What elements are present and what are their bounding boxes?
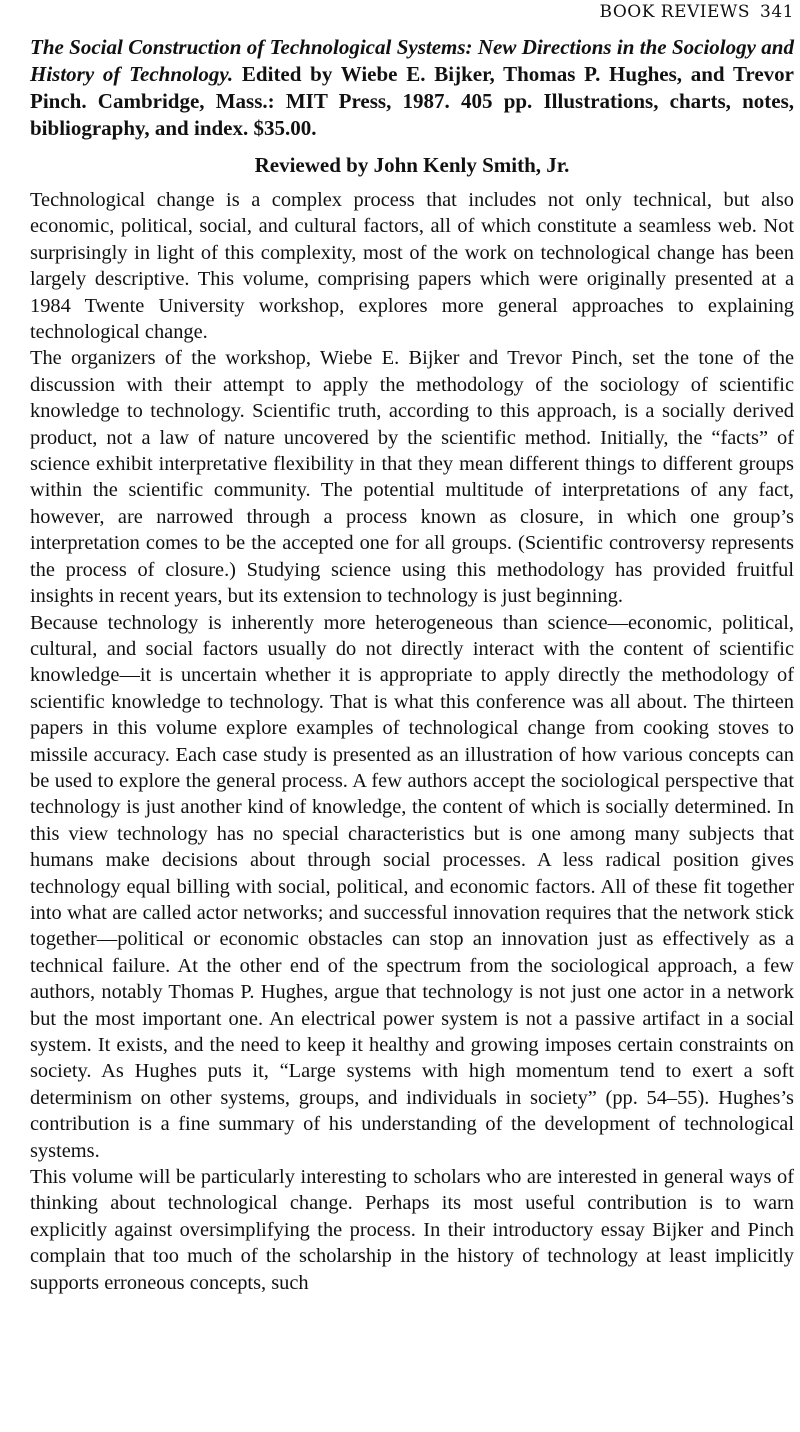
running-head-section: BOOK REVIEWS: [599, 2, 751, 22]
book-details: Edited by Wiebe E. Bijker, Thomas P. Hughes, and Trevor Pinch. Cambridge, Mass.: MIT Press, 1987. 405 pp. Illustrations, charts, notes, bibliography, and index. $35.00.: [30, 62, 794, 140]
reviewer-line: Reviewed by John Kenly Smith, Jr.: [254, 153, 570, 177]
book-citation: [30, 34, 794, 142]
review-paragraph-1: Technological change is a complex process that includes not only technical, but also economic, political, social, and cultural factors, all of which constitute a seamless web. Not surprisingly in light of this complexity, most of the work on technological change has been largely descriptive. This volume, comprising papers which were originally presented at a 1984 Twente University workshop, explores more general approaches to explaining technological change.: [30, 189, 794, 344]
review-paragraph-2: The organizers of the workshop, Wiebe E. Bijker and Trevor Pinch, set the tone of the discussion with their attempt to apply the methodology of the sociology of scientific knowledge to technology. Scientific truth, according to this approach, is a socially derived product, not a law of nature uncovered by the scientific method. Initially, the “facts” of science exhibit interpretative flexibility in that they mean different things to different groups within the scientific community. The potential multitude of interpretations of any fact, however, are narrowed through a process known as closure, in which one group’s interpretation comes to be the accepted one for all groups. (Scientific controversy represents the process of closure.) Studying science using this methodology has provided fruitful insights in recent years, but its extension to technology is just beginning.: [30, 347, 794, 608]
running-head: [30, 0, 794, 26]
review-body: [30, 187, 794, 1296]
book-title: The Social Construction of Technological Systems: New Directions in the Sociology and History of Technology.: [30, 35, 794, 86]
page-number: 341: [760, 2, 794, 22]
review-paragraph-4: This volume will be particularly interesting to scholars who are interested in general ways of thinking about technological change. Perhaps its most useful contribution is to warn explicitly against oversimplifying the process. In their introductory essay Bijker and Pinch complain that too much of the scholarship in the history of technology at least implicitly supports erroneous concepts, such: [30, 1166, 794, 1294]
review-paragraph-3: Because technology is inherently more heterogeneous than science—economic, political, cultural, and social factors usually do not directly interact with the content of scientific knowledge—it is uncertain whether it is appropriate to apply directly the methodology of scientific knowledge to technology. That is what this conference was all about. The thirteen papers in this volume explore examples of technological change from cooking stoves to missile accuracy. Each case study is presented as an illustration of how various concepts can be used to explore the general process. A few authors accept the sociological perspective that technology is just another kind of knowledge, the content of which is socially determined. In this view technology has no special characteristics but is one among many subjects that humans make decisions about through social processes. A less radical position gives technology equal billing with social, political, and economic factors. All of these fit together into what are called actor networks; and successful innovation requires that the network stick together—political or economic obstacles can stop an innovation just as effectively as a technical failure. At the other end of the spectrum from the sociological approach, a few authors, notably Thomas P. Hughes, argue that technology is not just one actor in a network but the most important one. An electrical power system is not a passive artifact in a social system. It exists, and the need to keep it healthy and growing imposes certain constraints on society. As Hughes puts it, “Large systems with high momentum tend to exert a soft determinism on other systems, groups, and individuals in society” (pp. 54–55). Hughes’s contribution is a fine summary of his understanding of the development of technological systems.: [30, 611, 794, 1162]
